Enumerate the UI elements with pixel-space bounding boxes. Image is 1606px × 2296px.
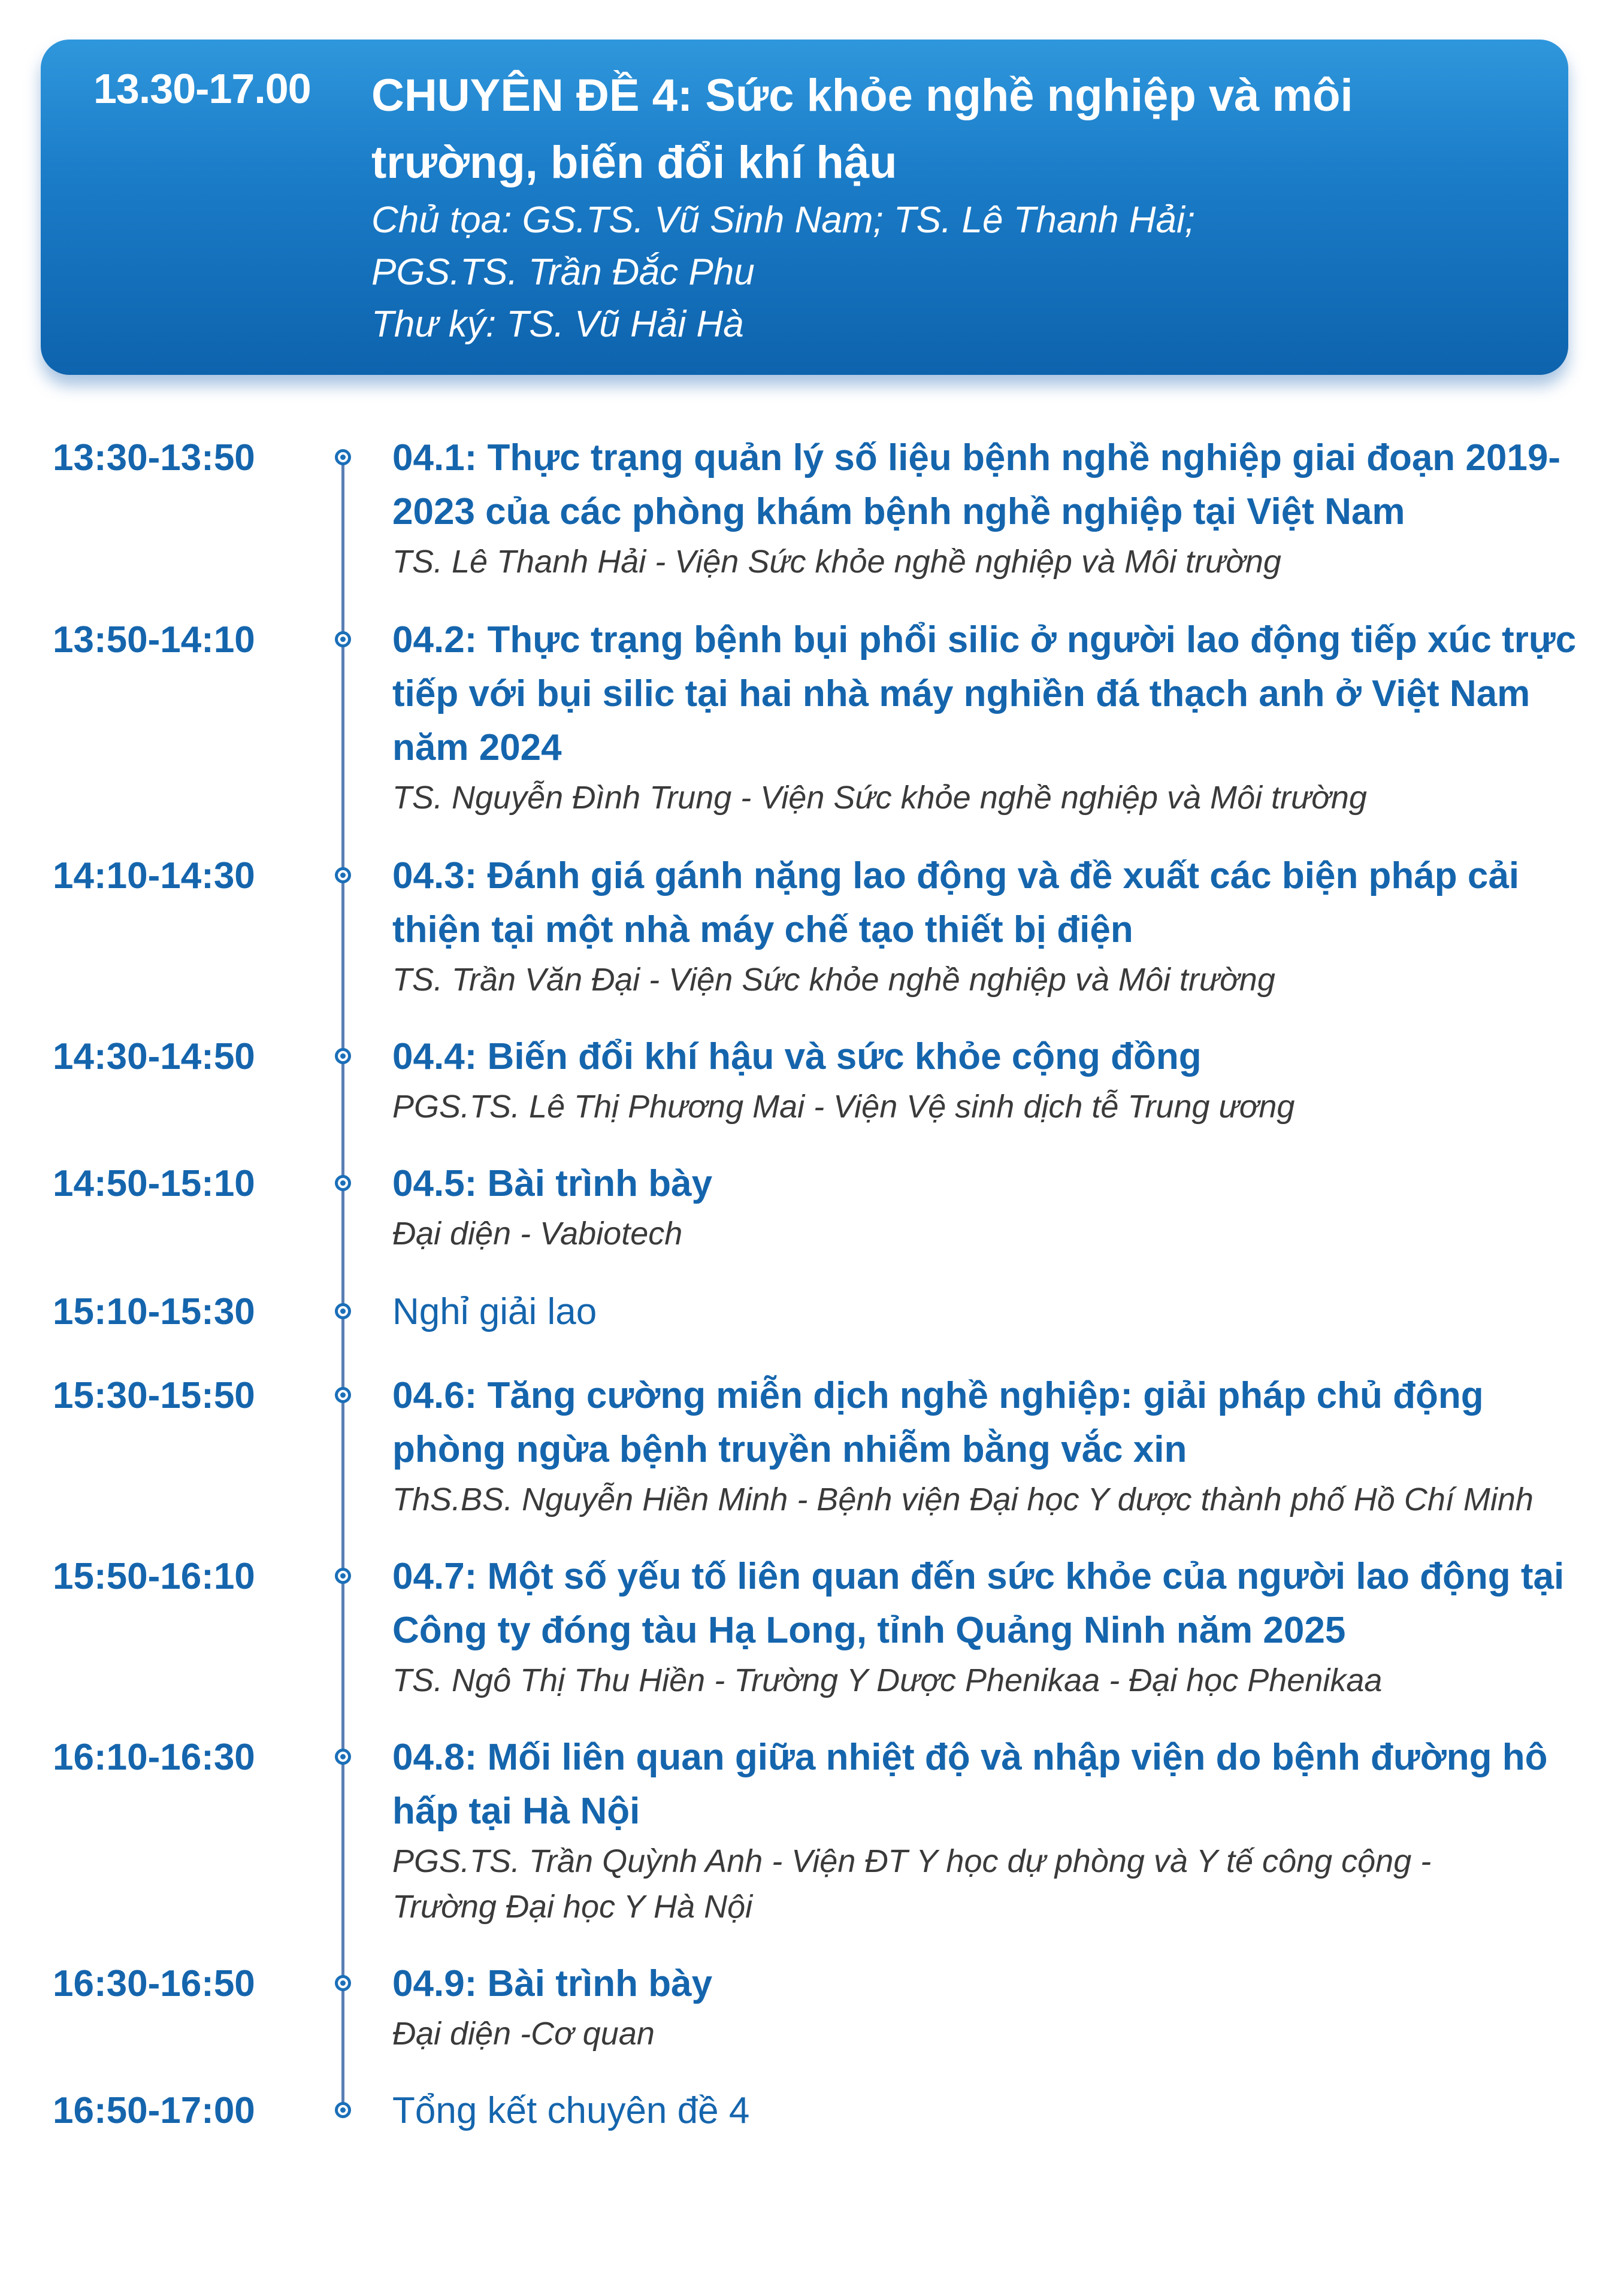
timeline-dot-icon [335,1175,351,1191]
agenda-title: 04.8: Mối liên quan giữa nhiệt độ và nhập viện do bệnh đường hô hấp tại Hà Nội [392,1737,1548,1832]
agenda-title: 04.1: Thực trạng quản lý số liệu bệnh nghề nghiệp giai đoạn 2019-2023 của các phòng khám bệnh nghề nghiệp tại Việt Nam [392,437,1560,532]
timeline-dot-icon [335,1387,351,1403]
agenda-speaker: TS. Ngô Thị Thu Hiền - Trường Y Dược Phenikaa - Đại học Phenikaa [392,1662,1383,1698]
session-title: CHUYÊN ĐỀ 4: Sức khỏe nghề nghiệp và môi trường, biến đổi khí hậu [371,70,1353,188]
agenda-title: 04.7: Một số yếu tố liên quan đến sức khỏe của người lao động tại Công ty đóng tàu Hạ Long, tỉnh Quảng Ninh năm 2025 [392,1556,1565,1651]
agenda-time: 14:30-14:50 [53,1036,255,1077]
agenda-time: 13:30-13:50 [53,437,255,478]
agenda-speaker: Đại diện - Vabiotech [392,1216,683,1252]
timeline-dot-icon [335,2102,351,2118]
timeline-dot-icon [335,1303,351,1319]
agenda-time: 16:30-16:50 [53,1963,255,2004]
agenda-speaker-line-1: PGS.TS. Trần Quỳnh Anh - Viện ĐT Y học dự phòng và Y tế công cộng - [392,1843,1432,1879]
timeline-dot-icon [335,1975,351,1991]
agenda-speaker: PGS.TS. Lê Thị Phương Mai - Viện Vệ sinh dịch tễ Trung ương [392,1089,1295,1125]
agenda-speaker: ThS.BS. Nguyễn Hiền Minh - Bệnh viện Đại học Y dược thành phố Hồ Chí Minh [392,1482,1534,1517]
agenda-speaker: Đại diện -Cơ quan [392,2016,655,2052]
session-header [41,40,1568,375]
agenda-time: 15:50-16:10 [53,1556,255,1597]
timeline-line [341,461,344,2114]
chairs-line-1: Chủ tọa: GS.TS. Vũ Sinh Nam; TS. Lê Thanh Hải; [371,199,1195,241]
agenda-speaker: TS. Trần Văn Đại - Viện Sức khỏe nghề nghiệp và Môi trường [392,962,1275,998]
agenda-time: 14:10-14:30 [53,855,255,896]
timeline-dot-icon [335,631,351,647]
agenda-title: 04.4: Biến đổi khí hậu và sức khỏe cộng đồng [392,1036,1202,1077]
session-chairs [371,194,1522,350]
agenda-title: 04.3: Đánh giá gánh nặng lao động và đề xuất các biện pháp cải thiện tại một nhà máy chế tạo thiết bị điện [392,855,1520,950]
secretary-line: Thư ký: TS. Vũ Hải Hà [371,304,744,345]
agenda-time: 16:10-16:30 [53,1737,255,1778]
agenda-time: 14:50-15:10 [53,1163,255,1204]
agenda-time: 15:10-15:30 [53,1291,255,1332]
session-time: 13.30-17.00 [93,65,311,112]
agenda-title: 04.5: Bài trình bày [392,1163,713,1204]
timeline-dot-icon [335,449,351,465]
agenda-time: 16:50-17:00 [53,2090,255,2131]
chairs-line-2: PGS.TS. Trần Đắc Phu [371,252,755,293]
timeline-dot-icon [335,867,351,883]
agenda-speaker: TS. Nguyễn Đình Trung - Viện Sức khỏe nghề nghiệp và Môi trường [392,780,1367,816]
agenda-speaker: TS. Lê Thanh Hải - Viện Sức khỏe nghề nghiệp và Môi trường [392,544,1281,580]
agenda-title: Nghỉ giải lao [392,1291,597,1332]
agenda-title: Tổng kết chuyên đề 4 [392,2090,750,2131]
agenda-time: 13:50-14:10 [53,619,255,661]
timeline-dot-icon [335,1749,351,1765]
agenda-title: 04.2: Thực trạng bệnh bụi phổi silic ở người lao động tiếp xúc trực tiếp với bụi silic tại hai nhà máy nghiền đá thạch anh ở Việt Nam năm 2024 [392,619,1577,768]
agenda-title: 04.6: Tăng cường miễn dịch nghề nghiệp: giải pháp chủ động phòng ngừa bệnh truyền nhiễm bằng vắc xin [392,1375,1484,1470]
timeline-dot-icon [335,1048,351,1064]
agenda-speaker-line-2: Trường Đại học Y Hà Nội [392,1889,753,1925]
timeline-dot-icon [335,1568,351,1584]
agenda-title: 04.9: Bài trình bày [392,1963,713,2004]
agenda-time: 15:30-15:50 [53,1375,255,1416]
